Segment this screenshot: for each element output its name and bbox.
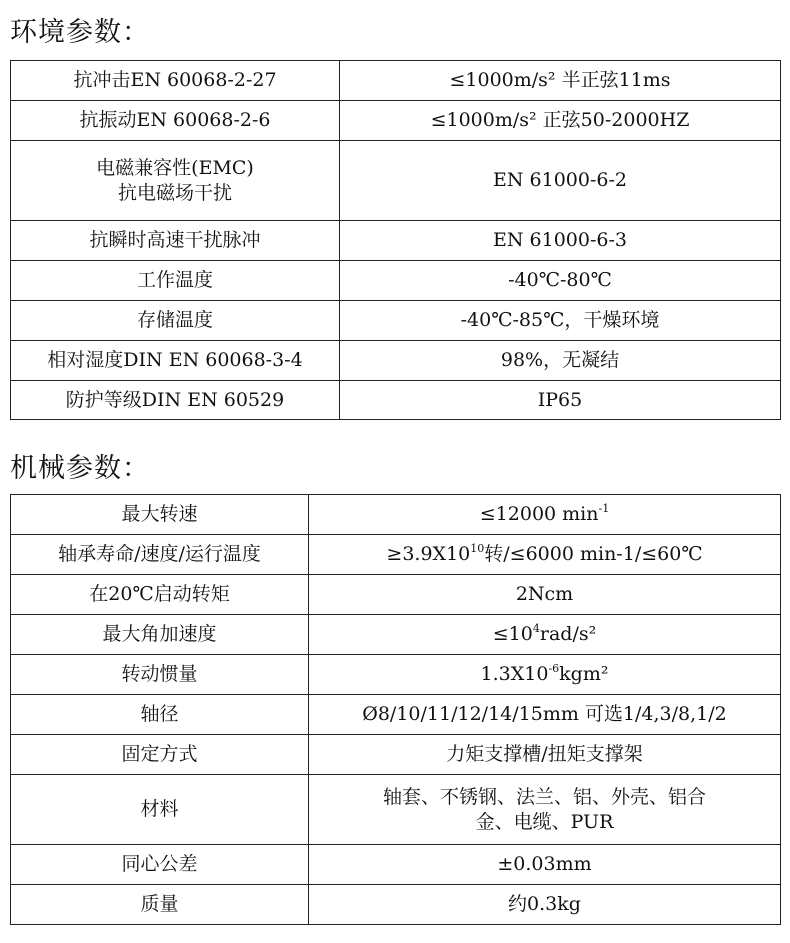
table-row <box>11 655 781 695</box>
value-text: 1.3X10 <box>480 663 549 685</box>
value-text: ≤10 <box>492 623 533 645</box>
param-cell: 相对湿度DIN EN 60068-3-4 <box>11 341 340 381</box>
table-row <box>11 575 781 615</box>
param-cell <box>11 141 340 221</box>
mech-params-table <box>10 494 781 925</box>
value-cell: ≤1000m/s² 半正弦11ms <box>340 61 781 101</box>
value-text: ≥3.9X10 <box>386 543 471 565</box>
param-cell: 防护等级DIN EN 60529 <box>11 381 340 420</box>
table-row <box>11 695 781 735</box>
value-cell: 98%，无凝结 <box>340 341 781 381</box>
env-section-title: 环境参数： <box>10 17 150 48</box>
value-cell: 约0.3kg <box>309 885 781 925</box>
table-row <box>11 885 781 925</box>
value-line: 金、电缆、PUR <box>475 810 614 833</box>
value-exponent: 4 <box>532 622 540 635</box>
value-cell: -40℃-80℃ <box>340 261 781 301</box>
param-cell: 质量 <box>11 885 309 925</box>
value-cell: ≤1000m/s² 正弦50-2000HZ <box>340 101 781 141</box>
param-cell: 同心公差 <box>11 845 309 885</box>
mech-section-title: 机械参数： <box>10 453 150 484</box>
param-line: 抗电磁场干扰 <box>117 181 232 204</box>
value-cell: IP65 <box>340 381 781 420</box>
param-cell: 抗振动EN 60068-2-6 <box>11 101 340 141</box>
env-params-table <box>10 60 781 420</box>
table-row <box>11 101 781 141</box>
param-cell: 最大角加速度 <box>11 615 309 655</box>
table-row <box>11 221 781 261</box>
value-cell: 2Ncm <box>309 575 781 615</box>
table-row <box>11 261 781 301</box>
value-cell: 力矩支撑槽/扭矩支撑架 <box>309 735 781 775</box>
value-cell <box>309 655 781 695</box>
param-cell: 轴径 <box>11 695 309 735</box>
value-cell <box>309 775 781 845</box>
table-row <box>11 381 781 420</box>
value-cell: EN 61000-6-2 <box>340 141 781 221</box>
param-cell: 抗冲击EN 60068-2-27 <box>11 61 340 101</box>
value-cell: EN 61000-6-3 <box>340 221 781 261</box>
table-row <box>11 615 781 655</box>
value-cell <box>309 495 781 535</box>
table-row <box>11 301 781 341</box>
param-cell: 转动惯量 <box>11 655 309 695</box>
table-row <box>11 535 781 575</box>
table-row <box>11 845 781 885</box>
param-cell: 固定方式 <box>11 735 309 775</box>
table-row <box>11 775 781 845</box>
param-cell: 存储温度 <box>11 301 340 341</box>
table-row <box>11 495 781 535</box>
value-cell <box>309 535 781 575</box>
value-text: rad/s² <box>539 623 597 645</box>
param-cell: 轴承寿命/速度/运行温度 <box>11 535 309 575</box>
table-row <box>11 341 781 381</box>
value-cell: ±0.03mm <box>309 845 781 885</box>
table-row <box>11 141 781 221</box>
param-cell: 工作温度 <box>11 261 340 301</box>
table-row <box>11 735 781 775</box>
param-cell: 最大转速 <box>11 495 309 535</box>
value-cell: -40℃-85℃，干燥环境 <box>340 301 781 341</box>
value-text: kgm² <box>559 663 609 685</box>
param-cell: 材料 <box>11 775 309 845</box>
param-line: 电磁兼容性(EMC) <box>96 156 254 179</box>
value-cell: Ø8/10/11/12/14/15mm 可选1/4,3/8,1/2 <box>309 695 781 735</box>
table-row <box>11 61 781 101</box>
value-exponent: -6 <box>548 662 560 675</box>
value-line: 轴套、不锈钢、法兰、铝、外壳、铝合 <box>382 785 706 808</box>
value-text: ≤12000 min <box>479 503 599 525</box>
value-exponent: 10 <box>470 542 485 555</box>
param-cell: 在20℃启动转矩 <box>11 575 309 615</box>
value-text: 转/≤6000 min-1/≤60℃ <box>484 543 703 565</box>
value-cell <box>309 615 781 655</box>
param-cell: 抗瞬时高速干扰脉冲 <box>11 221 340 261</box>
value-exponent: -1 <box>598 502 610 515</box>
